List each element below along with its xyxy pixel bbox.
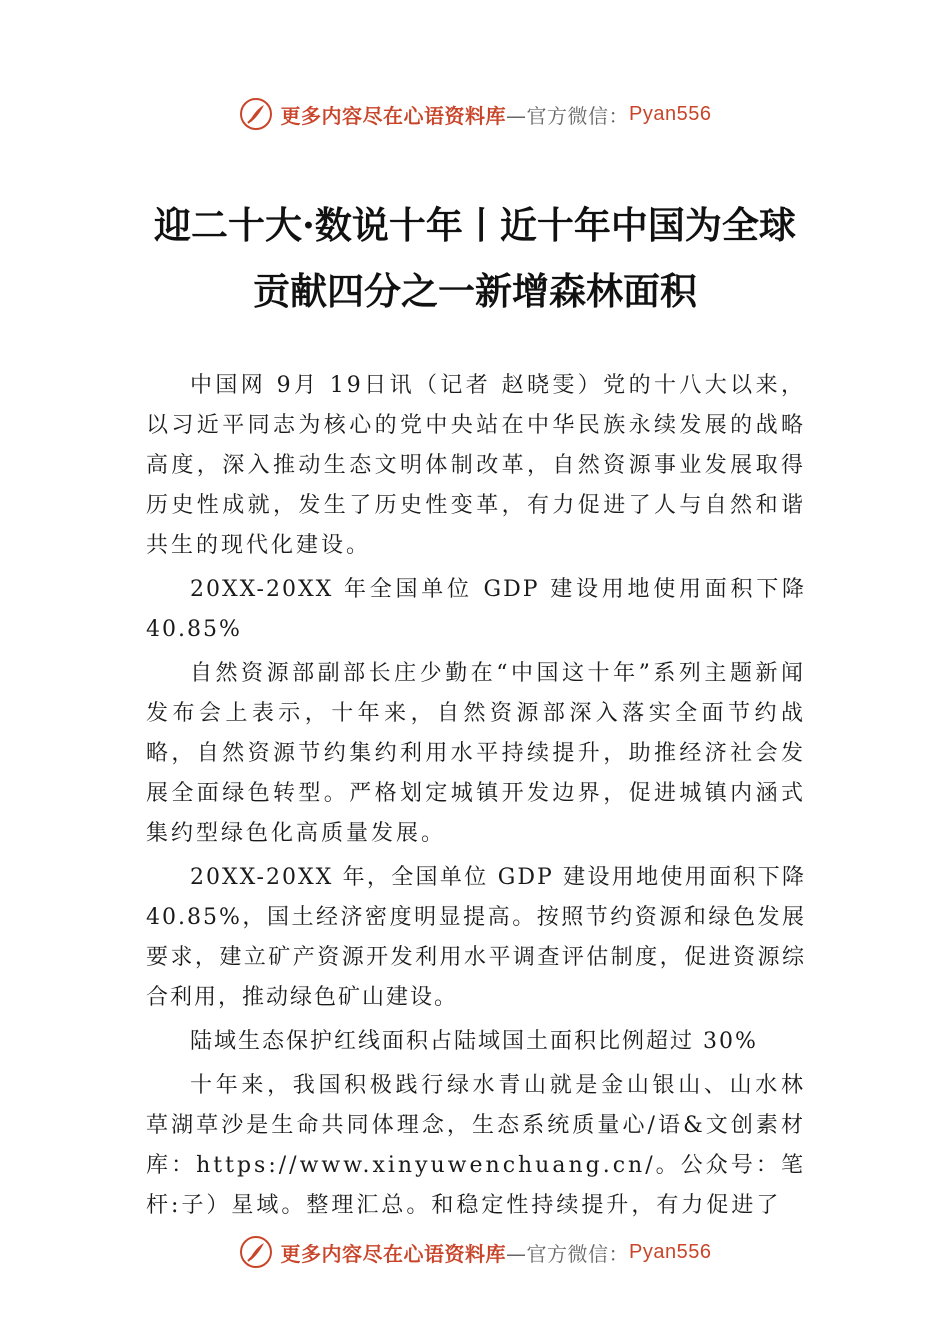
paragraph: 十年来，我国积极践行绿水青山就是金山银山、山水林草湖草沙是生命共同体理念，生态系统质量心/语&文创素材库：https://www.xinyuwenchuang.cn/。公众号：笔杆:子）星域。整理汇总。和稳定性持续提升，有力促进了 [146, 1073, 806, 1218]
quill-pen-logo-icon [239, 97, 273, 131]
paragraph: 中国网 9月 19日讯（记者 赵晓雯）党的十八大以来，以习近平同志为核心的党中央站在中华民族永续发展的战略高度，深入推动生态文明体制改革，自然资源事业发展取得历史性成就，发生了历史性变革，有力促进了人与自然和谐共生的现代化建设。 [146, 373, 806, 558]
watermark-official: —官方微信： [506, 103, 630, 128]
section-heading: 20XX-20XX 年全国单位 GDP 建设用地使用面积下降 40.85% [146, 577, 806, 642]
paragraph: 自然资源部副部长庄少勤在“中国这十年”系列主题新闻发布会上表示，十年来，自然资源部深入落实全面节约战略，自然资源节约集约利用水平持续提升，助推经济社会发展全面绿色转型。严格划定城镇开发边界，促进城镇内涵式集约型绿色化高质量发展。 [146, 661, 806, 846]
title-line-1: 迎二十大·数说十年丨近十年中国为全球 [154, 203, 796, 247]
watermark-brand: 更多内容尽在心语资料库 [280, 1241, 507, 1266]
watermark-official: —官方微信： [506, 1241, 630, 1266]
section-heading: 陆域生态保护红线面积占陆域国土面积比例超过 30% [190, 1029, 758, 1054]
watermark-brand: 更多内容尽在心语资料库 [280, 103, 507, 128]
quill-pen-logo-icon [239, 1235, 273, 1269]
article-body [146, 366, 806, 1230]
paragraph: 20XX-20XX 年，全国单位 GDP 建设用地使用面积下降 40.85%，国土经济密度明显提高。按照节约资源和绿色发展要求，建立矿产资源开发利用水平调查评估制度，促进资源综合利用，推动绿色矿山建设。 [146, 865, 806, 1010]
footer-watermark [0, 1232, 950, 1272]
header-watermark [0, 94, 950, 134]
article-title [60, 192, 890, 324]
watermark-id: Pyan556 [629, 1240, 712, 1263]
watermark-id: Pyan556 [629, 102, 712, 125]
title-line-2: 贡献四分之一新增森林面积 [253, 269, 697, 313]
